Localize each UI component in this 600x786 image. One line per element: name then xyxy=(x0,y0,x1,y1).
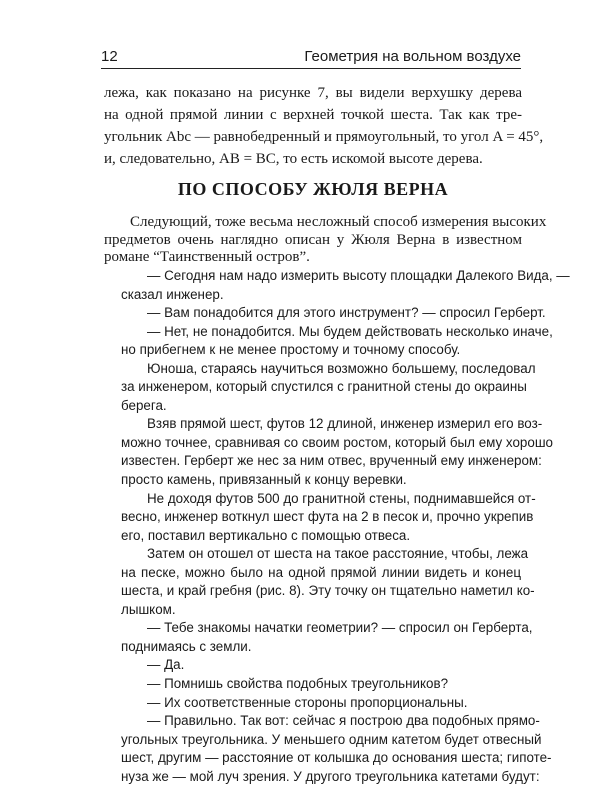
intro-paragraph xyxy=(104,82,544,170)
text-line: известен. Герберт же нес за ним отвес, врученный ему инженером: xyxy=(121,453,542,469)
text-line: — Правильно. Так вот: сейчас я построю два подобных прямо- xyxy=(147,713,540,729)
text-line: предметов очень наглядно описан у Жюля Верна в известном xyxy=(104,231,522,248)
text-line: сказал инженер. xyxy=(121,286,224,302)
running-title: Геометрия на вольном воздухе xyxy=(304,48,521,65)
page-number: 12 xyxy=(101,48,118,65)
text-line: — Сегодня нам надо измерить высоту площадки Далекого Вида, — xyxy=(147,268,570,283)
text-line: Затем он отошел от шеста на такое расстояние, чтобы, лежа xyxy=(147,546,529,562)
text-line: нуза же — мой луч зрения. У другого треугольника катетами будут: xyxy=(121,768,540,784)
text-line: Следующий, тоже весьма несложный способ измерения высоких xyxy=(130,214,547,230)
lead-paragraph xyxy=(104,214,547,267)
text-line: Юноша, стараясь научиться возможно большему, последовал xyxy=(147,360,536,376)
text-line: лежа, как показано на рисунке 7, вы видели верхушку дерева xyxy=(104,85,522,101)
section-heading: ПО СПОСОБУ ЖЮЛЯ ВЕРНА xyxy=(177,179,449,199)
text-line: на песке, можно было на одной прямой линии видеть и конец xyxy=(121,564,521,580)
text-line: — Помнишь свойства подобных треугольников? xyxy=(147,676,449,692)
text-line: шеста, и край гребня (рис. 8). Эту точку он тщательно наметил ко- xyxy=(121,583,535,599)
text-line: Взяв прямой шест, футов 12 длиной, инженер измерил его воз- xyxy=(147,416,543,432)
text-line: романе “Таинственный остров”. xyxy=(104,249,310,265)
text-line: на одной прямой линии с верхней точкой шеста. Так как тре- xyxy=(104,107,522,123)
text-line: — Их соответственные стороны пропорциональны. xyxy=(147,694,468,710)
text-line: угольных треугольника. У меньшего одним катетом будет отвесный xyxy=(121,731,542,747)
text-line: за инженером, который спустился с гранитной стены до окраины xyxy=(121,379,527,395)
running-head xyxy=(101,46,521,69)
text-line: поднимаясь с земли. xyxy=(121,638,252,654)
text-line: берега. xyxy=(121,397,167,413)
text-line: угольник Abc — равнобедренный и прямоугольный, то угол A = 45°, xyxy=(104,129,544,145)
text-line: шест, другим — расстояние от колышка до основания шеста; гипоте- xyxy=(121,750,552,766)
text-line: лышком. xyxy=(121,601,176,617)
quoted-excerpt xyxy=(121,267,570,786)
text-line: и, следовательно, AB = BC, то есть искомой высоте дерева. xyxy=(104,151,483,167)
text-line: Не доходя футов 500 до гранитной стены, поднимавшейся от- xyxy=(147,490,536,506)
text-line: весно, инженер воткнул шест фута на 2 в песок и, прочно укрепив xyxy=(121,509,534,525)
text-line: — Нет, не понадобится. Мы будем действовать несколько иначе, xyxy=(147,323,553,339)
text-line: его, поставил вертикально с помощью отвеса. xyxy=(121,527,411,543)
text-line: просто камень, привязанный к концу веревки. xyxy=(121,472,407,488)
text-line: — Вам понадобится для этого инструмент? — спросил Герберт. xyxy=(147,305,546,321)
text-line: но прибегнем к не менее простому и точному способу. xyxy=(121,342,461,358)
text-line: — Тебе знакомы начатки геометрии? — спросил он Герберта, xyxy=(147,620,533,636)
text-line: можно точнее, сравнивая со своим ростом, который был ему хорошо xyxy=(121,434,554,450)
text-line: — Да. xyxy=(147,657,185,673)
